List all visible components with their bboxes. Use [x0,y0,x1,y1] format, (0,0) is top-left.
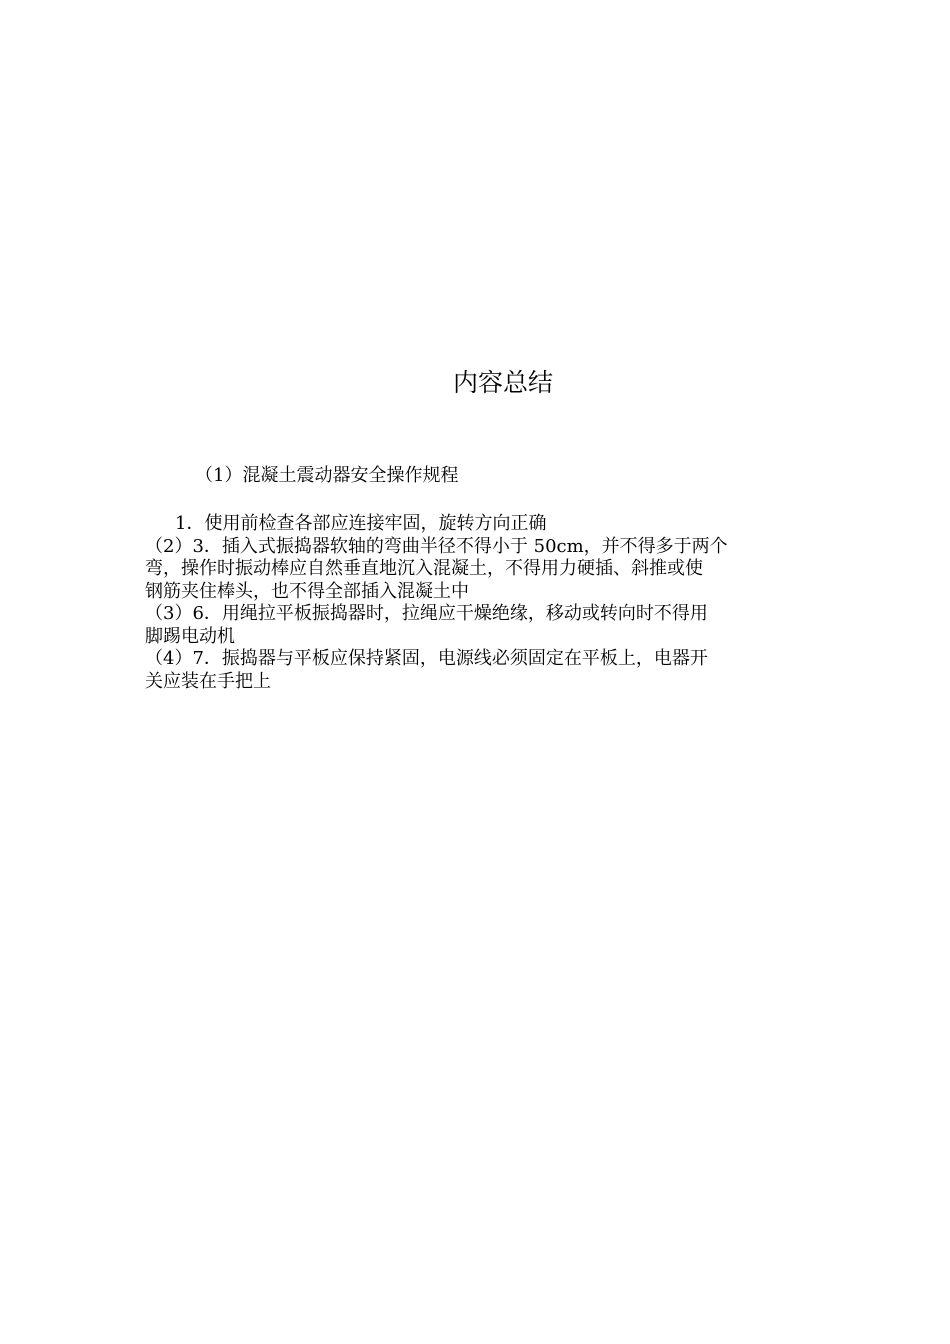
document-body [145,513,805,693]
body-line-5: （3）6．用绳拉平板振捣器时，拉绳应干燥绝缘，移动或转向时不得用 [145,603,708,624]
body-line-3: 弯，操作时振动棒应自然垂直地沉入混凝土，不得用力硬插、斜推或使 [145,558,703,579]
body-line-6: 脚踢电动机 [145,625,235,647]
body-line-1: 1．使用前检查各部应连接牢固，旋转方向正确 [175,513,547,534]
body-line-7: （4）7．振捣器与平板应保持紧固，电源线必须固定在平板上，电器开 [145,648,708,669]
body-line-8: 关应装在手把上 [145,670,271,692]
body-line-4: 钢筋夹住棒头，也不得全部插入混凝土中 [145,580,469,602]
body-line-2: （2）3．插入式振捣器软轴的弯曲半径不得小于 50cm，并不得多于两个 [145,535,728,557]
page-title: 内容总结 [452,368,553,397]
section-heading: （1）混凝土震动器安全操作规程 [195,465,459,486]
